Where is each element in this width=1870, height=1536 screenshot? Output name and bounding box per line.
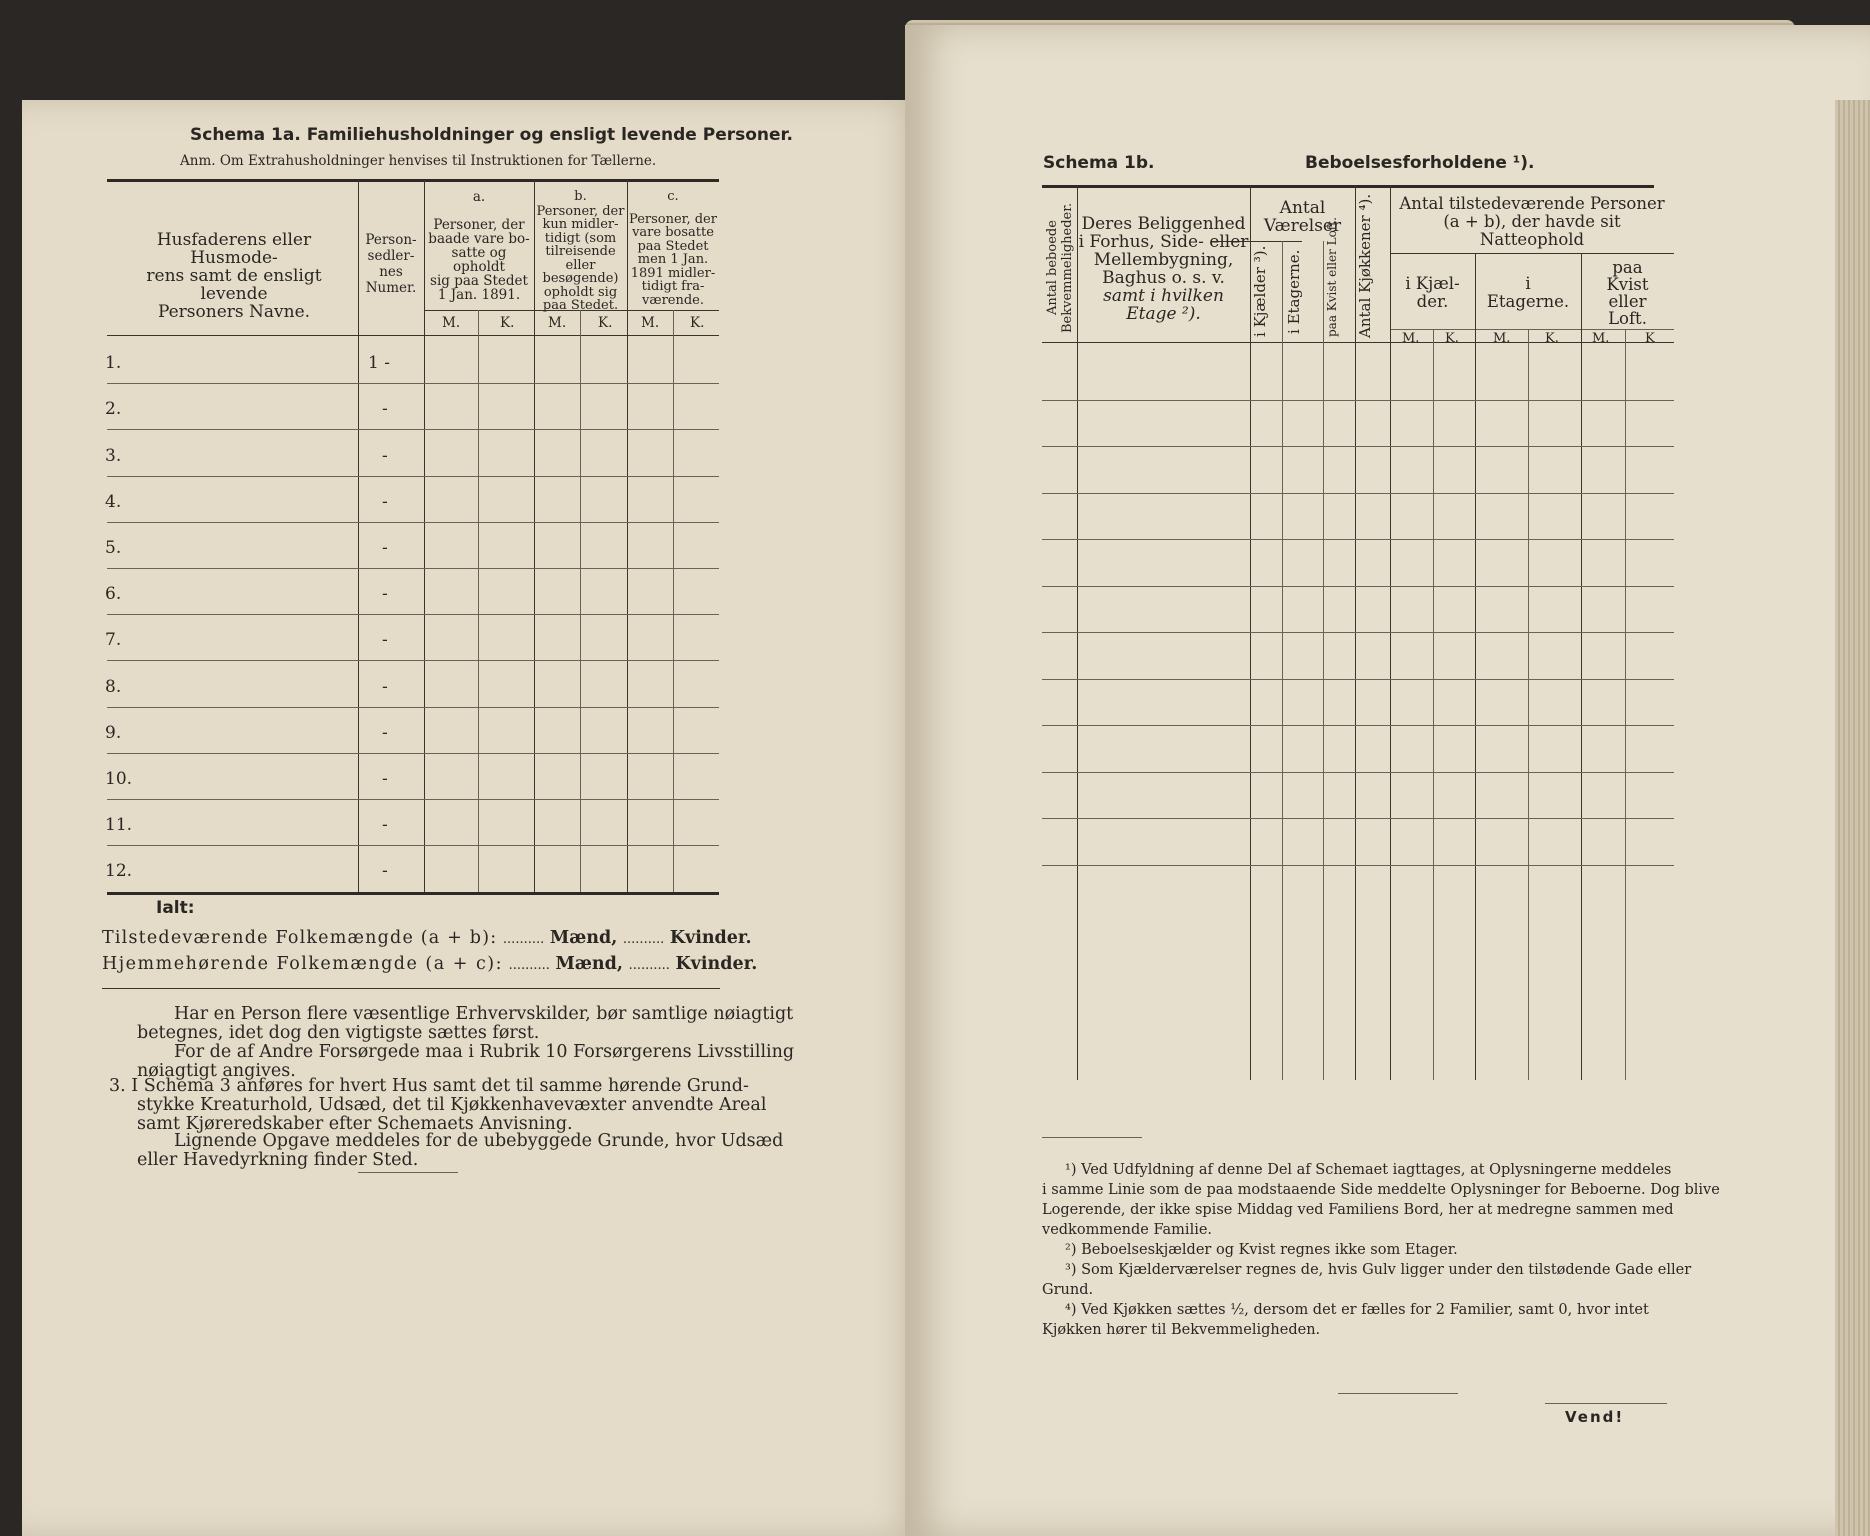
p-kvist-header: paa Kvist eller Loft. — [1606, 258, 1649, 328]
footnote-line: i samme Linie som de paa modstaaende Side meddelte Oplysninger for Beboerne. Dog blive — [1042, 1182, 1720, 1198]
col-divider — [1475, 253, 1476, 1080]
mk-label: M. — [1493, 331, 1511, 346]
footnote-line: ⁴) Ved Kjøkken sættes ½, dersom det er fælles for 2 Familier, samt 0, hvor intet — [1065, 1302, 1649, 1318]
table-row-rule — [107, 383, 719, 384]
person-number-cell: 1 - — [368, 353, 390, 374]
row-number: 12. — [105, 861, 133, 882]
footnote-line: Kjøkken hører til Bekvemmeligheden. — [1042, 1322, 1321, 1338]
row-number: 8. — [105, 676, 122, 697]
row-number: 9. — [105, 722, 122, 743]
row-number: 11. — [105, 815, 133, 836]
table-row-rule — [1042, 400, 1674, 401]
table-row-rule — [1042, 725, 1674, 726]
person-number-cell: - — [382, 584, 388, 605]
note-line: For de af Andre Forsørgede maa i Rubrik 10 Forsørgerens Livsstilling — [174, 1042, 795, 1062]
person-number-cell: - — [382, 861, 388, 882]
end-rule — [358, 1172, 458, 1173]
col-divider — [1581, 253, 1582, 1080]
mk-label: M. — [548, 315, 567, 331]
antal-vaerelser-header: Antal Værelser — [1263, 198, 1342, 236]
column-c-header: c. Personer, der vare bosatte paa Stedet men 1 Jan. 1891 midler- tidigt fra- værende. — [629, 189, 717, 308]
right-page — [905, 25, 1870, 1536]
beliggenhed-header: Deres Beliggenhed i Forhus, Side- eller Mellembygning, Baghus o. s. v. samt i hvilken Etage ²). — [1078, 214, 1249, 324]
footnote-line: vedkommende Familie. — [1042, 1222, 1213, 1238]
col-divider — [1282, 241, 1283, 1080]
ialt-label: Ialt: — [156, 898, 195, 918]
col-divider — [580, 310, 581, 892]
left-page — [22, 100, 922, 1536]
table-row-rule — [107, 568, 719, 569]
col-divider — [1323, 241, 1324, 1080]
end-rule — [1338, 1393, 1458, 1394]
kvist-rooms-header: paa Kvist eller Loft. — [1325, 217, 1339, 337]
total-present-row: Tilstedeværende Folkemængde (a + b): .......... Mænd, .......... Kvinder. — [102, 928, 752, 948]
row-number: 2. — [105, 399, 122, 420]
table-row-rule — [1042, 539, 1674, 540]
note-line: Lignende Opgave meddeles for de ubebyggede Grunde, hvor Udsæd — [174, 1131, 784, 1151]
mk-label: K. — [500, 315, 515, 331]
table-row-rule — [107, 476, 719, 477]
note-line: samt Kjøreredskaber efter Schemaets Anvisning. — [137, 1114, 573, 1134]
mk-label: M. — [1402, 331, 1420, 346]
table-bottom-rule — [107, 892, 719, 895]
note-line: eller Havedyrkning finder Sted. — [137, 1150, 419, 1170]
table-row-rule — [107, 522, 719, 523]
table-row-rule — [1042, 586, 1674, 587]
table-row-rule — [1042, 818, 1674, 819]
right-table-top-rule — [1042, 185, 1654, 188]
table-row-rule — [107, 707, 719, 708]
row-number: 10. — [105, 769, 133, 789]
persons-sub-rule — [1390, 253, 1674, 254]
row-number: 5. — [105, 538, 122, 558]
right-header-bottom-rule — [1042, 342, 1674, 343]
column-b-header: b. Personer, der kun midler- tidigt (som tilreisende eller besøgende) opholdt sig paa Stedet. — [536, 189, 625, 313]
row-number: 7. — [105, 630, 122, 651]
person-number-cell: - — [382, 769, 388, 789]
table-row-rule — [107, 799, 719, 800]
col-divider — [1433, 329, 1434, 1080]
left-title: Schema 1a. Familiehusholdninger og ensligt levende Personer. — [190, 125, 793, 145]
row-number: 4. — [105, 491, 122, 512]
mk-label: K. — [598, 315, 613, 331]
right-title: Beboelsesforholdene ¹). — [1305, 153, 1535, 173]
vend-label: Vend! — [1565, 1408, 1625, 1426]
table-row-rule — [1042, 865, 1674, 866]
mk-label: M. — [641, 315, 660, 331]
mk-label: K. — [1445, 331, 1459, 346]
footnote-rule — [1042, 1137, 1142, 1138]
row-number: 1. — [105, 353, 122, 374]
row-number: 6. — [105, 584, 122, 605]
row-number: 3. — [105, 445, 122, 466]
table-row-rule — [107, 429, 719, 430]
vend-rule — [1545, 1403, 1667, 1404]
mk-label: M. — [442, 315, 461, 331]
p-etagerne-header: i Etagerne. — [1486, 274, 1570, 311]
note-line: 3. I Schema 3 anføres for hvert Hus samt det til samme hørende Grund- — [109, 1076, 749, 1096]
table-row-rule — [107, 753, 719, 754]
kjokkener-header: Antal Kjøkkener ⁴). — [1356, 193, 1374, 338]
names-column-header: Husfaderens eller Husmode- rens samt de ensligt levende Personers Navne. — [146, 230, 322, 322]
mk-label: K. — [690, 315, 705, 331]
right-schema-label: Schema 1b. — [1043, 153, 1155, 173]
table-row-rule — [107, 614, 719, 615]
table-row-rule — [1042, 772, 1674, 773]
mk-label: K. — [1545, 331, 1559, 346]
page-edge — [1835, 100, 1870, 1536]
etagerne-rooms-header: i Etagerne. — [1285, 249, 1303, 335]
note-line: stykke Kreaturhold, Udsæd, det til Kjøkkenhavevæxter anvendte Areal — [137, 1095, 767, 1115]
person-number-cell: - — [382, 722, 388, 743]
person-number-cell: - — [382, 445, 388, 466]
table-row-rule — [1042, 493, 1674, 494]
person-number-header: Person- sedler- nes Numer. — [365, 232, 417, 296]
col-divider — [1625, 329, 1626, 1080]
table-row-rule — [1042, 679, 1674, 680]
person-number-cell: - — [382, 399, 388, 420]
person-number-cell: - — [382, 491, 388, 512]
p-kjaelder-header: i Kjæl- der. — [1405, 274, 1460, 311]
total-resident-row: Hjemmehørende Folkemængde (a + c): .......... Mænd, .......... Kvinder. — [102, 954, 758, 974]
mk-label: K — [1645, 331, 1655, 346]
table-row-rule — [107, 660, 719, 661]
bekvemmeligheder-header: Antal beboede Bekvemmeligheder. — [1045, 202, 1075, 333]
note-line: betegnes, idet dog den vigtigste sættes først. — [137, 1023, 540, 1043]
persons-natteophold-header: Antal tilstedeværende Personer (a + b), der havde sit Natteophold — [1399, 195, 1665, 249]
left-annotation: Anm. Om Extrahusholdninger henvises til Instruktionen for Tællerne. — [180, 153, 657, 169]
person-number-cell: - — [382, 676, 388, 697]
footnote-line: ³) Som Kjælderværelser regnes de, hvis Gulv ligger under den tilstødende Gade eller — [1065, 1262, 1692, 1278]
note-line: Har en Person flere væsentlige Erhvervskilder, bør samtlige nøiagtigt — [174, 1004, 794, 1024]
footnote-line: Logerende, der ikke spise Middag ved Familiens Bord, her at medregne sammen med — [1042, 1202, 1674, 1218]
table-row-rule — [1042, 446, 1674, 447]
person-number-cell: - — [382, 815, 388, 836]
person-number-cell: - — [382, 630, 388, 651]
table-row-rule — [1042, 632, 1674, 633]
col-divider — [478, 310, 479, 892]
note-line: nøiagtigt angives. — [137, 1061, 296, 1081]
mk-label: M. — [1592, 331, 1610, 346]
footnote-line: ¹) Ved Udfyldning af denne Del af Schemaet iagttages, at Oplysningerne meddeles — [1065, 1162, 1672, 1178]
footnote-line: ²) Beboelseskjælder og Kvist regnes ikke som Etager. — [1065, 1242, 1458, 1258]
footnote-line: Grund. — [1042, 1282, 1094, 1298]
table-row-rule — [107, 845, 719, 846]
person-number-cell: - — [382, 538, 388, 558]
col-divider — [1528, 329, 1529, 1080]
col-divider — [673, 310, 674, 892]
column-a-header: a. Personer, der baade vare bo- satte og opholdt sig paa Stedet 1 Jan. 1891. — [428, 189, 530, 303]
kjaelder-rooms-header: i Kjælder ³). — [1251, 245, 1269, 337]
notes-top-rule — [102, 988, 720, 989]
